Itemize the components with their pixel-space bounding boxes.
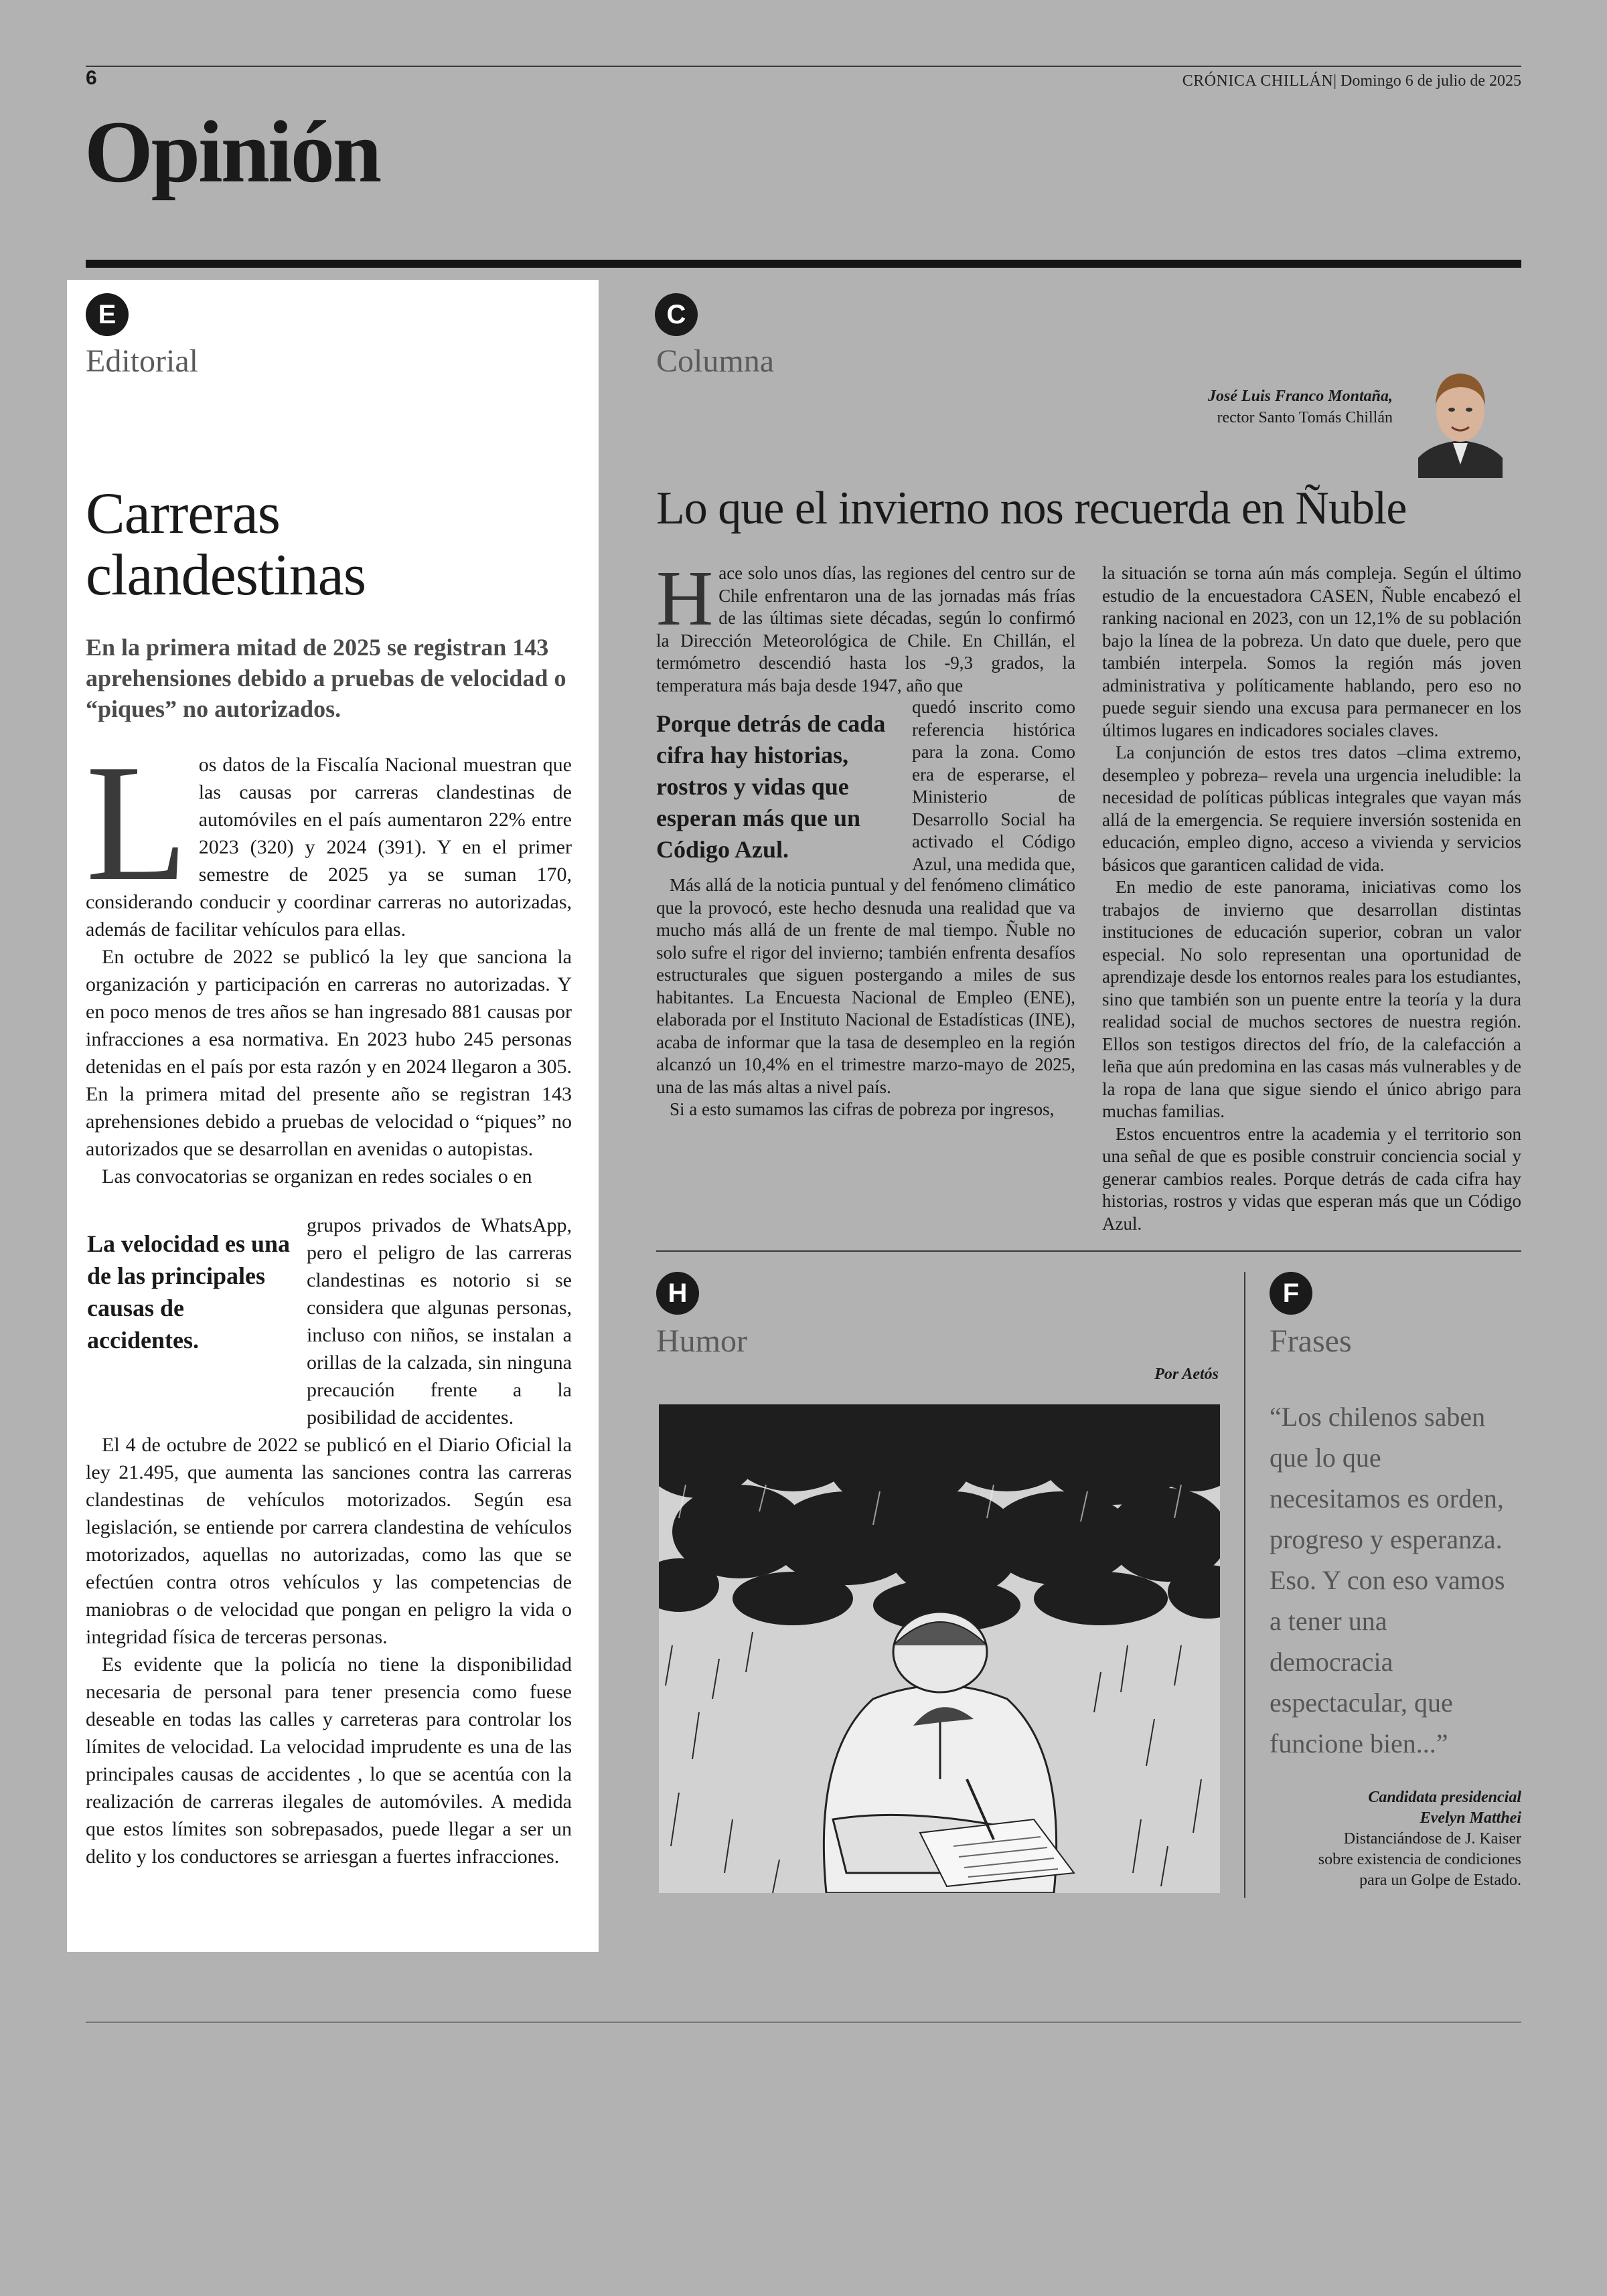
- attribution-name: Evelyn Matthei: [1420, 1809, 1521, 1827]
- column-wrap-text: [912, 696, 1075, 877]
- column-author: [1208, 386, 1393, 428]
- column-label: Columna: [656, 343, 774, 379]
- editorial-paragraph: os datos de la Fiscalía Nacional muestran que las causas por carreras clandestinas de automóviles en el país aumentaron 22% entre 2023 (320) y 2024 (391). Y en el primer semestre de 2025 ya se suman 170, considerando conducir y coordinar carreras no autorizadas, además de facilitar vehículos para ellas.: [86, 754, 572, 940]
- bottom-rule: [86, 2022, 1521, 2023]
- vertical-divider: [1244, 1272, 1245, 1898]
- editorial-title: [86, 483, 581, 606]
- humor-credit: Por Aetós: [1154, 1366, 1219, 1383]
- page-number: 6: [86, 67, 97, 89]
- column-paragraph: quedó inscrito como referencia histórica para la zona. Como era de esperarse, el Ministerio de Desarrollo Social ha activado el Código Azul, una medida que,: [912, 697, 1075, 874]
- editorial-dropcap: L: [86, 730, 188, 916]
- author-name: José Luis Franco Montaña,: [1207, 388, 1393, 405]
- editorial-paragraph: En octubre de 2022 se publicó la ley que sanciona la organización y participación en carreras no autorizadas. Y en poco menos de tres años se han ingresado 881 causas por infracciones a esa normativa. En 2023 hubo 245 personas detenidas en el país por esta razón y en 2024 llegaron a 305. En la primera mitad del presente año se registran 143 aprehensiones debido a pruebas de velocidad o “piques” no autorizados que se desarrollan en avenidas o autopistas.: [86, 946, 572, 1160]
- column-paragraph: Estos encuentros entre la academia y el territorio son una señal de que es posible construir conciencia social y generar cambios reales. Porque detrás de cada cifra hay historias, rostros y vidas que esperan más que un Código Azul.: [1102, 1123, 1521, 1234]
- column-bottom-rule: [656, 1250, 1521, 1252]
- frases-label: Frases: [1270, 1323, 1352, 1359]
- column-dropcap: H: [656, 554, 714, 642]
- column-paragraph: Si a esto sumamos las cifras de pobreza por ingresos,: [670, 1099, 1055, 1119]
- author-photo: [1418, 357, 1503, 478]
- dateline: [1182, 72, 1521, 90]
- editorial-body-top: [86, 730, 572, 1190]
- humor-badge: H: [656, 1272, 699, 1315]
- column-body-col1-bottom: [656, 874, 1075, 1121]
- attribution-context: Distanciándose de J. Kaiser: [1343, 1830, 1521, 1848]
- editorial-body-bottom: [86, 1431, 572, 1870]
- column-paragraph: Más allá de la noticia puntual y del fenómeno climático que la provocó, este hecho desnuda una realidad que va mucho más allá de un frente de mal tiempo. Ñuble no solo sufre el rigor del invierno; también enfrenta desafíos estructurales que siguen postergando a miles de sus habitantes. La Encuesta Nacional de Empleo (ENE), elaborada por el Instituto Nacional de Estadísticas (INE), acaba de informar que la tasa de desempleo en la región alcanzó un 10,4% en el trimestre marzo-mayo de 2025, una de las más altas a nivel país.: [656, 875, 1075, 1097]
- column-body-col2: [1102, 562, 1521, 1235]
- editorial-pullquote: La velocidad es una de las principales causas de accidentes.: [87, 1230, 291, 1354]
- editorial-paragraph: Las convocatorias se organizan en redes sociales o en: [102, 1165, 532, 1187]
- editorial-wrap-text: [307, 1212, 572, 1431]
- column-title: Lo que el invierno nos recuerda en Ñuble: [656, 483, 1407, 534]
- attribution-role: Candidata presidencial: [1368, 1789, 1521, 1806]
- column-paragraph: ace solo unos días, las regiones del centro sur de Chile enfrentaron una de las jornadas más frías de las últimas siete décadas, según lo confirmó la Dirección Meteorológica de Chile. En Chillán, el termómetro descendió hasta los -9,3 grados, la temperatura más baja desde 1947, año que: [656, 563, 1075, 695]
- publication-name: CRÓNICA CHILLÁN: [1182, 72, 1334, 90]
- frases-attribution: [1270, 1787, 1521, 1891]
- editorial-paragraph: Es evidente que la policía no tiene la disponibilidad necesaria de personal para tener presencia como fuese deseable en todas las calles y carreteras para controlar los límites de velocidad. La velocidad imprudente es una de las principales causas de accidentes , lo que se acentúa con la realización de carreras ilegales de automóviles. A medida que estos límites son sobrepasados, puede llegar a ser un delito y los conductores se arriesgan a fuertes infracciones.: [86, 1653, 572, 1868]
- humor-cartoon: [659, 1404, 1220, 1893]
- editorial-paragraph: grupos privados de WhatsApp, pero el peligro de las carreras clandestinas es notorio si se considera que algunas personas, incluso con niños, se instalan a orillas de la calzada, sin ninguna precaución frente a la posibilidad de accidentes.: [307, 1214, 572, 1428]
- section-rule: [86, 260, 1521, 268]
- column-paragraph: La conjunción de estos tres datos –clima extremo, desempleo y pobreza– revela una urgencia ineludible: la necesidad de políticas públicas integrales que vayan más allá de la emergencia. Se requiere inversión sostenida en educación, empleo digno, acceso a vivienda y servicios básicos que garanticen calidad de vida.: [1102, 742, 1521, 875]
- column-body-col1-top: [656, 554, 1075, 697]
- column-paragraph: la situación se torna aún más compleja. Según el último estudio de la encuestadora CASEN, Ñuble encabezó el ranking nacional en 2023, con un 12,1% de su población bajo la línea de la pobreza. Un dato que duele, pero que también interpela. Somos la región más joven administrativa y políticamente hablando, pero eso no puede seguir siendo una excusa para permanecer en los últimos lugares en indicadores sociales claves.: [1102, 563, 1521, 740]
- frases-badge: F: [1270, 1272, 1312, 1315]
- top-rule: [86, 66, 1521, 67]
- editorial-label: Editorial: [86, 343, 198, 379]
- editorial-paragraph: El 4 de octubre de 2022 se publicó en el Diario Oficial la ley 21.495, que aumenta las sanciones contra las carreras clandestinas de vehículos motorizados. Según esa legislación, se entiende por carrera clandestina de vehículos motorizados, aquellas no autorizadas, como las que se efectúen contra otros vehículos y las competencias de maniobras o de velocidad que pongan en peligro la vida o integridad física de terceras personas.: [86, 1434, 572, 1648]
- column-badge: C: [655, 293, 698, 336]
- editorial-title-line2: clandestinas: [86, 543, 366, 608]
- editorial-title-line1: Carreras: [86, 481, 281, 546]
- issue-date: | Domingo 6 de julio de 2025: [1333, 72, 1521, 90]
- attribution-context: sobre existencia de condiciones: [1318, 1851, 1521, 1868]
- column-paragraph: En medio de este panorama, iniciativas como los trabajos de invierno que desarrollan distintas instituciones de educación superior, cobran un valor especial. No solo representan una oportunidad de aprendizaje desde los entornos reales para los estudiantes, sino que también son un puente entre la teoría y la dura realidad social de muchos sectores de nuestra región. Ellos son testigos directos del frío, de la calefacción a leña que aún predomina en las casas más vulnerables y de la ropa de lana que sigue siendo el único abrigo para muchas familias.: [1102, 877, 1521, 1121]
- author-role: rector Santo Tomás Chillán: [1217, 409, 1393, 426]
- column-pullquote: Porque detrás de cada cifra hay historias, rostros y vidas que esperan más que un Código Azul.: [656, 710, 886, 863]
- attribution-context: para un Golpe de Estado.: [1359, 1872, 1521, 1889]
- editorial-badge: E: [86, 293, 129, 336]
- section-title: Opinión: [84, 102, 380, 201]
- frases-quote: “Los chilenos saben que lo que necesitamos es orden, progreso y esperanza. Eso. Y con eso vamos a tener una democracia espectacular, que funcione bien...”: [1270, 1402, 1505, 1758]
- editorial-deck: En la primera mitad de 2025 se registran 143 aprehensiones debido a pruebas de velocidad o “piques” no autorizados.: [86, 634, 566, 722]
- humor-label: Humor: [656, 1323, 747, 1359]
